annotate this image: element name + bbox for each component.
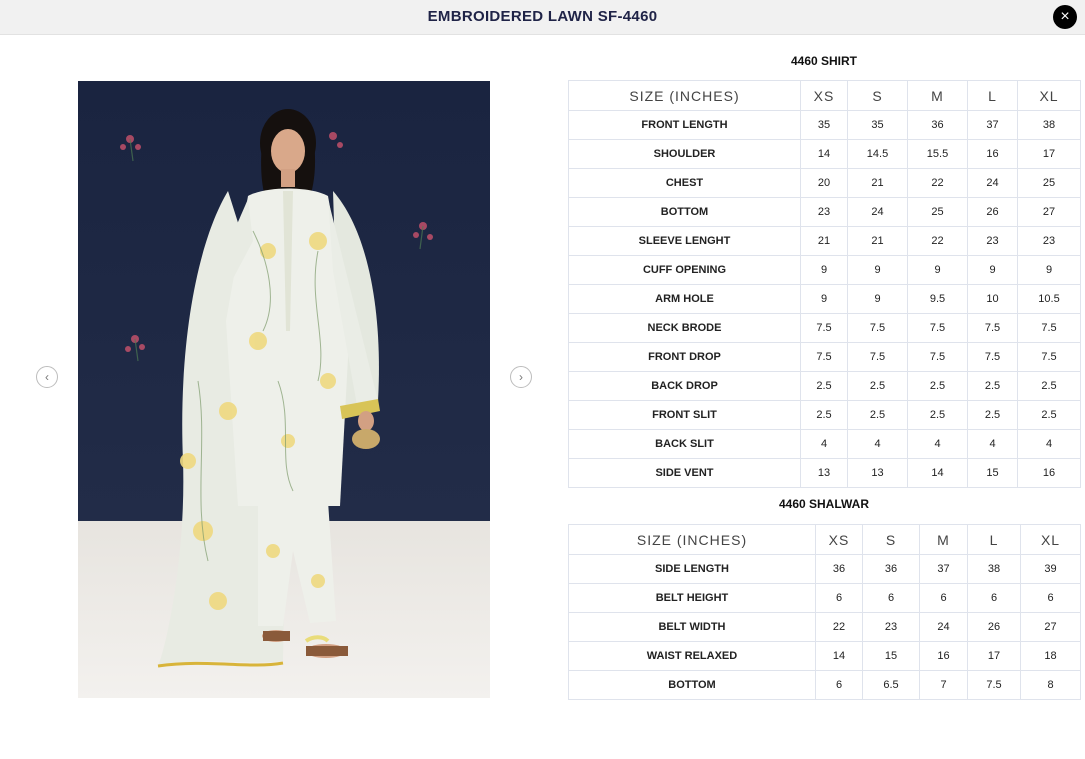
measurement-value: 9 xyxy=(848,256,908,285)
measurement-value: 2.5 xyxy=(801,372,848,401)
table-row xyxy=(569,613,1081,642)
gallery-next-button[interactable] xyxy=(510,366,532,388)
column-header: L xyxy=(968,525,1021,555)
measurement-value: 25 xyxy=(908,198,968,227)
measurement-label: SLEEVE LENGHT xyxy=(569,227,801,256)
measurement-value: 2.5 xyxy=(1018,372,1081,401)
measurement-value: 37 xyxy=(920,555,968,584)
measurement-value: 7.5 xyxy=(1018,343,1081,372)
measurement-value: 38 xyxy=(968,555,1021,584)
measurement-value: 16 xyxy=(920,642,968,671)
column-header: SIZE (INCHES) xyxy=(569,81,801,111)
measurement-value: 6 xyxy=(816,584,863,613)
measurement-value: 9 xyxy=(968,256,1018,285)
gallery-prev-button[interactable] xyxy=(36,366,58,388)
measurement-value: 24 xyxy=(968,169,1018,198)
measurement-value: 27 xyxy=(1021,613,1081,642)
measurement-value: 21 xyxy=(801,227,848,256)
measurement-value: 22 xyxy=(816,613,863,642)
measurement-value: 6 xyxy=(968,584,1021,613)
measurement-value: 6 xyxy=(863,584,920,613)
measurement-value: 9.5 xyxy=(908,285,968,314)
measurement-label: FRONT SLIT xyxy=(569,401,801,430)
measurement-label: NECK BRODE xyxy=(569,314,801,343)
column-header: S xyxy=(848,81,908,111)
measurement-value: 4 xyxy=(848,430,908,459)
close-button[interactable] xyxy=(1053,5,1077,29)
close-icon: × xyxy=(1060,8,1070,25)
table-row xyxy=(569,459,1081,488)
measurement-value: 23 xyxy=(801,198,848,227)
measurement-value: 9 xyxy=(801,256,848,285)
measurement-value: 22 xyxy=(908,169,968,198)
measurement-value: 9 xyxy=(1018,256,1081,285)
measurement-value: 2.5 xyxy=(968,372,1018,401)
chevron-left-icon: ‹ xyxy=(45,370,49,384)
table-header-row xyxy=(569,81,1081,111)
measurement-value: 14 xyxy=(908,459,968,488)
measurement-value: 4 xyxy=(1018,430,1081,459)
measurement-value: 7.5 xyxy=(968,314,1018,343)
table-row xyxy=(569,256,1081,285)
measurement-value: 26 xyxy=(968,198,1018,227)
table-header-row xyxy=(569,525,1081,555)
table-row xyxy=(569,555,1081,584)
measurement-value: 22 xyxy=(908,227,968,256)
measurement-label: FRONT DROP xyxy=(569,343,801,372)
measurement-value: 7.5 xyxy=(801,314,848,343)
measurement-value: 17 xyxy=(968,642,1021,671)
table-row xyxy=(569,372,1081,401)
product-image xyxy=(78,81,490,698)
measurement-value: 15 xyxy=(863,642,920,671)
shalwar-size-table xyxy=(568,524,1081,700)
measurement-label: BOTTOM xyxy=(569,198,801,227)
table-row xyxy=(569,198,1081,227)
measurement-label: BELT HEIGHT xyxy=(569,584,816,613)
measurement-value: 7.5 xyxy=(1018,314,1081,343)
measurement-value: 13 xyxy=(801,459,848,488)
measurement-value: 7.5 xyxy=(968,671,1021,700)
measurement-value: 24 xyxy=(920,613,968,642)
measurement-label: SHOULDER xyxy=(569,140,801,169)
table-row xyxy=(569,343,1081,372)
measurement-value: 35 xyxy=(801,111,848,140)
measurement-value: 17 xyxy=(1018,140,1081,169)
measurement-label: CHEST xyxy=(569,169,801,198)
measurement-value: 4 xyxy=(968,430,1018,459)
table-row xyxy=(569,314,1081,343)
measurement-value: 9 xyxy=(908,256,968,285)
measurement-value: 7.5 xyxy=(908,343,968,372)
column-header: M xyxy=(920,525,968,555)
table-row xyxy=(569,285,1081,314)
measurement-value: 14.5 xyxy=(848,140,908,169)
measurement-value: 10.5 xyxy=(1018,285,1081,314)
measurement-value: 13 xyxy=(848,459,908,488)
table-row xyxy=(569,169,1081,198)
chevron-right-icon: › xyxy=(519,370,523,384)
measurement-value: 8 xyxy=(1021,671,1081,700)
measurement-value: 2.5 xyxy=(848,401,908,430)
shalwar-table-title: 4460 SHALWAR xyxy=(778,497,870,511)
table-row xyxy=(569,227,1081,256)
measurement-label: WAIST RELAXED xyxy=(569,642,816,671)
measurement-value: 2.5 xyxy=(968,401,1018,430)
measurement-value: 4 xyxy=(801,430,848,459)
measurement-label: BACK SLIT xyxy=(569,430,801,459)
measurement-value: 27 xyxy=(1018,198,1081,227)
measurement-value: 6.5 xyxy=(863,671,920,700)
table-row xyxy=(569,642,1081,671)
measurement-value: 23 xyxy=(1018,227,1081,256)
measurement-label: ARM HOLE xyxy=(569,285,801,314)
table-row xyxy=(569,430,1081,459)
column-header: XL xyxy=(1018,81,1081,111)
measurement-value: 37 xyxy=(968,111,1018,140)
measurement-value: 7 xyxy=(920,671,968,700)
measurement-value: 15 xyxy=(968,459,1018,488)
measurement-value: 38 xyxy=(1018,111,1081,140)
column-header: SIZE (INCHES) xyxy=(569,525,816,555)
column-header: XL xyxy=(1021,525,1081,555)
column-header: XS xyxy=(801,81,848,111)
measurement-value: 4 xyxy=(908,430,968,459)
column-header: S xyxy=(863,525,920,555)
measurement-label: BELT WIDTH xyxy=(569,613,816,642)
modal-title: EMBROIDERED LAWN SF-4460 xyxy=(427,8,658,25)
measurement-value: 7.5 xyxy=(968,343,1018,372)
measurement-value: 25 xyxy=(1018,169,1081,198)
measurement-value: 16 xyxy=(1018,459,1081,488)
measurement-value: 35 xyxy=(848,111,908,140)
measurement-value: 16 xyxy=(968,140,1018,169)
measurement-value: 9 xyxy=(801,285,848,314)
measurement-value: 2.5 xyxy=(908,401,968,430)
measurement-value: 36 xyxy=(863,555,920,584)
measurement-label: FRONT LENGTH xyxy=(569,111,801,140)
measurement-value: 14 xyxy=(816,642,863,671)
measurement-label: CUFF OPENING xyxy=(569,256,801,285)
measurement-value: 26 xyxy=(968,613,1021,642)
measurement-value: 9 xyxy=(848,285,908,314)
measurement-label: BACK DROP xyxy=(569,372,801,401)
measurement-value: 6 xyxy=(816,671,863,700)
modal-header xyxy=(0,0,1085,35)
measurement-value: 7.5 xyxy=(908,314,968,343)
column-header: M xyxy=(908,81,968,111)
measurement-value: 23 xyxy=(863,613,920,642)
measurement-value: 6 xyxy=(920,584,968,613)
table-row xyxy=(569,401,1081,430)
measurement-value: 10 xyxy=(968,285,1018,314)
measurement-value: 2.5 xyxy=(908,372,968,401)
table-row xyxy=(569,140,1081,169)
measurement-value: 15.5 xyxy=(908,140,968,169)
measurement-value: 2.5 xyxy=(848,372,908,401)
table-row xyxy=(569,671,1081,700)
shirt-table-title: 4460 SHIRT xyxy=(790,54,858,68)
measurement-value: 23 xyxy=(968,227,1018,256)
measurement-label: BOTTOM xyxy=(569,671,816,700)
measurement-value: 2.5 xyxy=(1018,401,1081,430)
measurement-value: 7.5 xyxy=(801,343,848,372)
measurement-value: 36 xyxy=(908,111,968,140)
measurement-label: SIDE VENT xyxy=(569,459,801,488)
table-row xyxy=(569,111,1081,140)
measurement-value: 7.5 xyxy=(848,314,908,343)
measurement-value: 21 xyxy=(848,169,908,198)
column-header: XS xyxy=(816,525,863,555)
measurement-value: 18 xyxy=(1021,642,1081,671)
measurement-value: 21 xyxy=(848,227,908,256)
measurement-value: 20 xyxy=(801,169,848,198)
column-header: L xyxy=(968,81,1018,111)
measurement-value: 2.5 xyxy=(801,401,848,430)
measurement-value: 39 xyxy=(1021,555,1081,584)
shirt-size-table xyxy=(568,80,1081,488)
measurement-value: 24 xyxy=(848,198,908,227)
table-row xyxy=(569,584,1081,613)
measurement-value: 36 xyxy=(816,555,863,584)
measurement-value: 14 xyxy=(801,140,848,169)
measurement-label: SIDE LENGTH xyxy=(569,555,816,584)
measurement-value: 6 xyxy=(1021,584,1081,613)
measurement-value: 7.5 xyxy=(848,343,908,372)
